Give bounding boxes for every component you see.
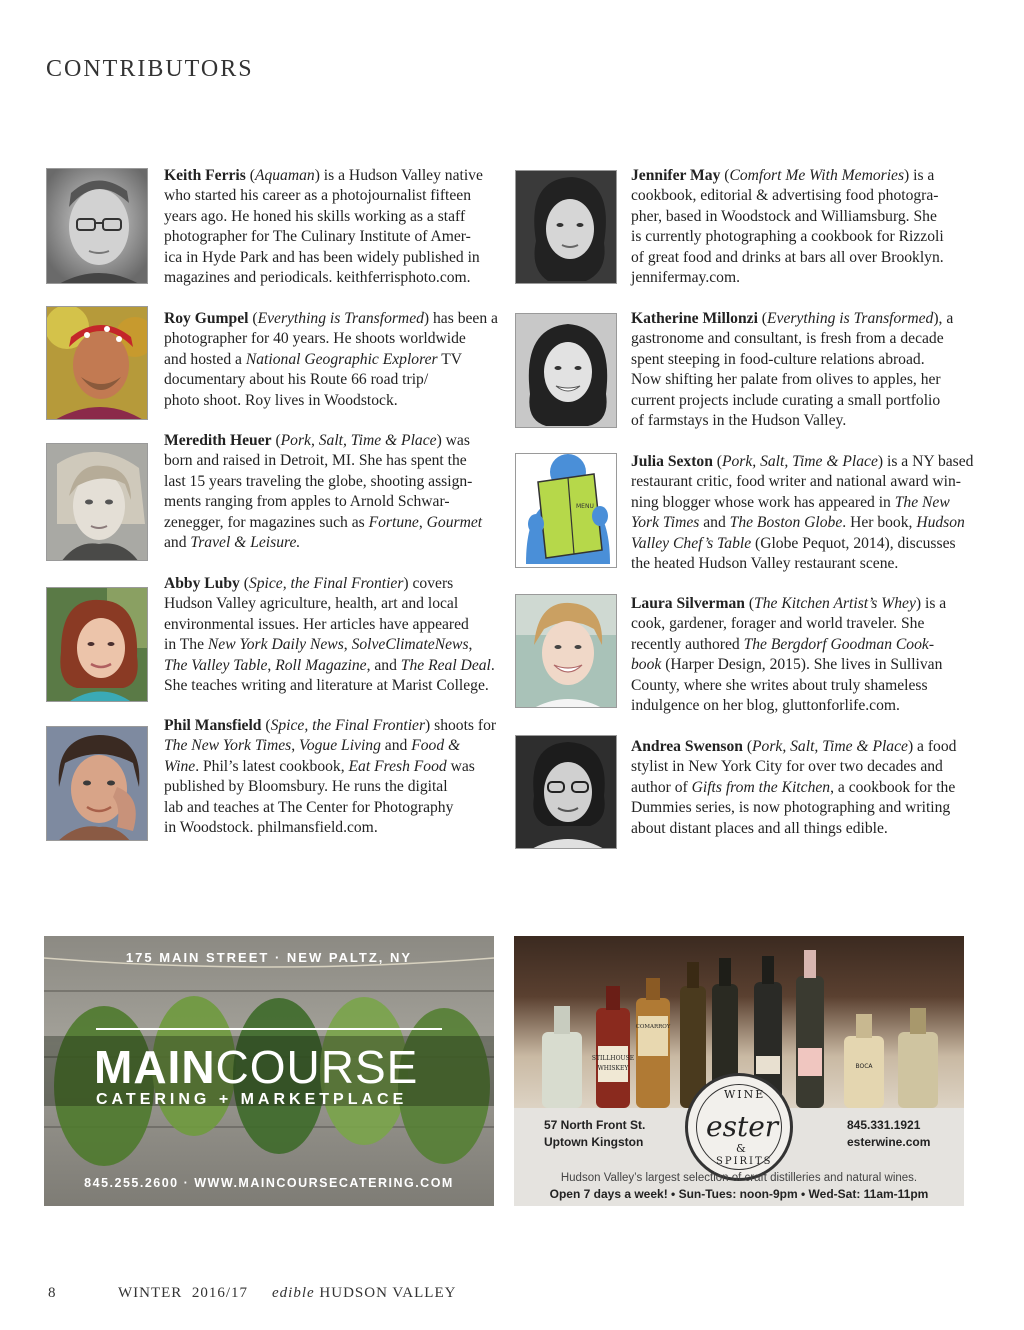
contributor-name: Jennifer May: [631, 167, 721, 184]
bio-katherine-millonzi: [631, 309, 976, 431]
bio-laura-silverman: [631, 594, 976, 716]
bio-text: ica in Hyde Park and has been widely published in: [164, 248, 480, 266]
bio-text: TV: [437, 350, 462, 368]
bio-roy-gumpel: [164, 309, 504, 411]
svg-text:WHISKEY: WHISKEY: [597, 1065, 629, 1072]
bio-text: Now shifting her palate from olives to apples, her: [631, 371, 941, 389]
bio-text: ,: [291, 737, 300, 755]
bio-abby-luby: [164, 574, 504, 696]
bio-jennifer-may: [631, 166, 976, 288]
italic-title: Pork, Salt, Time & Place: [280, 432, 437, 449]
contributor-name: Phil Mansfield: [164, 717, 262, 734]
bio-meredith-heuer: [164, 431, 504, 553]
bio-text: ) is a: [904, 167, 935, 184]
ad-ester-wine[interactable]: [514, 936, 964, 1206]
page-number: 8: [48, 1285, 57, 1301]
bio-text: (: [261, 717, 271, 734]
ad-maincourse[interactable]: [44, 936, 494, 1206]
bio-text: author of: [631, 778, 692, 796]
bio-text: and hosted a: [164, 350, 246, 368]
bio-text: and: [164, 534, 191, 552]
bio-text: (Globe Pequot, 2014), discusses: [751, 534, 956, 552]
italic-title: Wine: [164, 757, 196, 775]
contributor-name: Laura Silverman: [631, 595, 745, 612]
bio-text: Dummies series, is now photographing and writing: [631, 799, 951, 817]
bio-text: years ago. He honed his skills working as a staff: [164, 207, 466, 225]
bio-text: photo shoot. Roy lives in Woodstock.: [164, 391, 398, 409]
bio-text: . Phil’s latest cookbook,: [195, 757, 349, 775]
italic-title: Valley Chef’s Table: [631, 534, 752, 552]
bio-text: and: [699, 514, 730, 532]
bio-text: is currently photographing a cookbook for Rizzoli: [631, 228, 944, 246]
contributor-name: Katherine Millonzi: [631, 310, 758, 327]
bio-text: , a cookbook for the: [830, 778, 956, 796]
italic-title: Gifts from the Kitchen: [691, 778, 831, 796]
ad-maincourse-logo: MAINCOURSE: [94, 1041, 419, 1093]
bio-text: last 15 years traveling the globe, shooting assign-: [164, 472, 473, 490]
italic-title: The Valley Table: [164, 656, 268, 674]
bio-text: (: [720, 167, 730, 184]
bio-text: who started his career as a photojournalist fifteen: [164, 187, 472, 205]
bio-text: ) shoots for: [425, 717, 497, 734]
bio-text: ,: [468, 636, 473, 654]
italic-title: Spice, the Final Frontier: [248, 575, 404, 592]
italic-title: Fortune: [368, 513, 419, 531]
bio-text: of farmstays in the Hudson Valley.: [631, 412, 847, 430]
contributor-name: Meredith Heuer: [164, 432, 272, 449]
contributor-name: Abby Luby: [164, 575, 240, 592]
bio-text: environmental issues. Her articles have appeared: [164, 615, 469, 633]
ad-ester-phone: 845.331.1921: [847, 1118, 921, 1132]
illustration-julia-sexton-menu: [515, 453, 617, 568]
italic-title: Comfort Me With Memories: [729, 167, 905, 184]
bio-text: indulgence on her blog, gluttonforlife.com.: [631, 697, 900, 715]
bio-text: stylist in New York City for over two decades and: [631, 758, 943, 776]
bio-text: ) is a: [915, 595, 947, 612]
portrait-katherine-millonzi: [515, 313, 617, 428]
bio-text: She teaches writing and literature at Marist College.: [164, 677, 489, 695]
italic-title: Hudson: [916, 514, 965, 532]
bio-text: .: [490, 656, 495, 674]
portrait-laura-silverman: [515, 594, 617, 708]
bio-text: photographer for The Culinary Institute of Amer-: [164, 228, 471, 246]
svg-text:COMARROY: COMARROY: [635, 1024, 671, 1030]
contributor-name: Roy Gumpel: [164, 310, 249, 327]
italic-title: Pork, Salt, Time & Place: [721, 453, 878, 470]
italic-title: The New: [894, 493, 950, 511]
bio-text: in Woodstock. philmansfield.com.: [164, 819, 378, 837]
bio-text: ) is a Hudson Valley native: [314, 167, 483, 184]
bio-text: about distant places and all things edible.: [631, 819, 888, 837]
bio-text: in The: [164, 636, 208, 654]
bio-text: of great food and drinks at bars all over Brooklyn.: [631, 248, 944, 266]
bio-text: (: [271, 432, 281, 449]
italic-title: Food &: [411, 737, 461, 755]
italic-title: The Kitchen Artist’s Whey: [754, 595, 916, 612]
bio-text: ments ranging from apples to Arnold Schwar-: [164, 493, 450, 511]
italic-title: book: [631, 656, 662, 674]
ad-ester-hours: Open 7 days a week! • Sun-Tues: noon-9pm • Wed-Sat: 11am-11pm: [549, 1187, 929, 1201]
svg-text:MENU: MENU: [576, 503, 594, 510]
portrait-phil-mansfield: [46, 726, 148, 841]
contributor-name: Keith Ferris: [164, 167, 246, 184]
portrait-roy-gumpel: [46, 306, 148, 420]
bio-text: gastronome and consultant, is fresh from a decade: [631, 330, 944, 348]
italic-title: The Boston Globe: [729, 514, 843, 532]
portrait-meredith-heuer: [46, 443, 148, 561]
bio-text: ,: [343, 636, 352, 654]
italic-title: Pork, Salt, Time & Place: [752, 738, 908, 755]
bio-text: lab and teaches at The Center for Photography: [164, 798, 454, 816]
italic-title: Aquaman: [254, 167, 315, 184]
ad-ester-logo-seal: WINE ester & SPIRITS: [685, 1073, 793, 1181]
contributor-name: Andrea Swenson: [631, 738, 743, 755]
bio-text: (: [239, 575, 249, 592]
italic-title: The Real Deal: [400, 656, 491, 674]
page-heading: CONTRIBUTORS: [46, 56, 254, 82]
portrait-andrea-swenson: [515, 735, 617, 849]
bio-text: ), a: [933, 310, 954, 327]
bio-text: , and: [366, 656, 401, 674]
ad-ester-slogan: Hudson Valley’s largest selection of craft distilleries and natural wines.: [560, 1172, 918, 1184]
bio-text: (: [712, 453, 722, 470]
italic-title: National Geographic Explorer: [245, 350, 438, 368]
bio-text: cook, gardener, forager and world traveler. She: [631, 615, 925, 633]
bio-text: ) was: [436, 432, 470, 449]
portrait-jennifer-may: [515, 170, 617, 284]
italic-title: Travel & Leisure.: [190, 534, 301, 552]
bio-text: the heated Hudson Valley restaurant scene.: [631, 555, 899, 573]
bio-text: (: [744, 595, 755, 612]
bio-text: current projects include curating a small portfolio: [631, 391, 941, 409]
bio-text: photographer for 40 years. He shoots worldwide: [164, 330, 466, 348]
bio-text: ) is a NY based: [877, 453, 974, 470]
ad-maincourse-tagline: CATERING + MARKETPLACE: [96, 1091, 408, 1108]
bio-text: (: [757, 310, 767, 327]
italic-title: New York Daily News: [207, 636, 344, 654]
bio-keith-ferris: [164, 166, 504, 288]
bio-text: zenegger, for magazines such as: [164, 513, 369, 531]
ad-maincourse-address: 175 MAIN STREET · NEW PALTZ, NY: [125, 950, 413, 965]
bio-text: was: [446, 757, 475, 775]
bio-text: restaurant critic, food writer and national award win-: [631, 473, 961, 491]
ad-maincourse-contact: 845.255.2600 · WWW.MAINCOURSECATERING.COM: [84, 1176, 454, 1190]
bio-text: jennifermay.com.: [631, 269, 740, 287]
bio-text: published by Bloomsbury. He runs the digital: [164, 778, 448, 796]
bio-text: recently authored: [631, 635, 744, 653]
bio-text: born and raised in Detroit, MI. She has spent the: [164, 452, 467, 470]
italic-title: York Times: [631, 514, 700, 532]
bio-text: County, where she writes about truly shameless: [631, 676, 928, 694]
bio-text: (: [742, 738, 753, 755]
ad-ester-address-line2: Uptown Kingston: [544, 1135, 644, 1149]
italic-title: Vogue Living: [299, 737, 381, 755]
bio-text: ,: [418, 513, 427, 531]
bio-phil-mansfield: [164, 716, 504, 838]
italic-title: Eat Fresh Food: [348, 757, 447, 775]
bio-text: (: [248, 310, 258, 327]
bio-text: (: [245, 167, 255, 184]
bio-andrea-swenson: [631, 737, 976, 839]
italic-title: Everything is Transformed: [257, 310, 424, 327]
bio-text: documentary about his Route 66 road trip/: [164, 371, 429, 389]
portrait-abby-luby: [46, 587, 148, 702]
italic-title: SolveClimateNews: [351, 636, 469, 654]
bio-text: and: [380, 737, 412, 755]
bio-text: ning blogger whose work has appeared in: [631, 493, 895, 511]
bio-text: magazines and periodicals. keithferrisphoto.com.: [164, 269, 471, 287]
bio-text: spent steeping in food-culture relations abroad.: [631, 350, 925, 368]
italic-title: Everything is Transformed: [767, 310, 934, 327]
bio-text: pher, based in Woodstock and Williamsburg. She: [631, 207, 937, 225]
italic-title: The New York Times: [164, 737, 292, 755]
ad-ester-website: esterwine.com: [847, 1135, 931, 1149]
bio-text: ) has been a: [423, 310, 498, 327]
italic-title: Gourmet: [426, 513, 483, 531]
magazine-name: edible HUDSON VALLEY: [272, 1285, 457, 1301]
svg-text:BOCA: BOCA: [855, 1063, 873, 1070]
issue-label: WINTER 2016/17: [118, 1285, 248, 1301]
bio-text: ,: [267, 656, 276, 674]
bio-text: ) covers: [403, 575, 454, 592]
contributor-name: Julia Sexton: [631, 453, 713, 470]
svg-text:STILLHOUSE: STILLHOUSE: [591, 1055, 635, 1062]
portrait-keith-ferris: [46, 168, 148, 284]
italic-title: Roll Magazine: [275, 656, 367, 674]
bio-text: ) a food: [907, 738, 957, 755]
bio-text: Hudson Valley agriculture, health, art and local: [164, 595, 459, 613]
bio-julia-sexton: [631, 452, 976, 574]
ad-ester-address-line1: 57 North Front St.: [544, 1118, 646, 1132]
bio-text: (Harper Design, 2015). She lives in Sullivan: [661, 656, 943, 674]
bio-text: cookbook, editorial & advertising food photogra-: [631, 187, 939, 205]
italic-title: The Bergdorf Goodman Cook-: [743, 635, 935, 653]
bio-text: . Her book,: [842, 514, 917, 532]
italic-title: Spice, the Final Frontier: [270, 717, 426, 734]
